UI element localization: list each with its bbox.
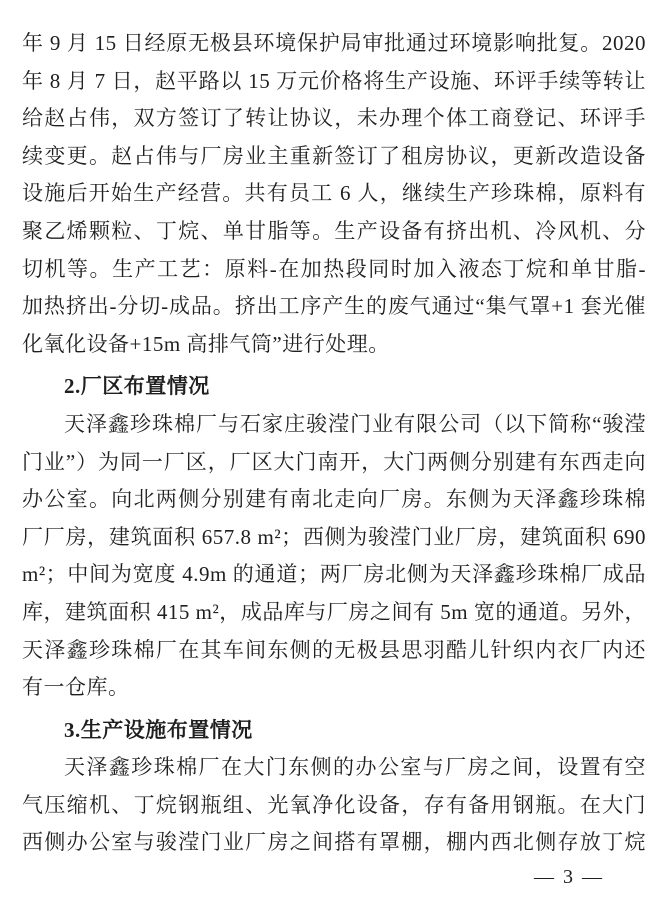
text-line: 天泽鑫珍珠棉厂在其车间东侧的无极县思羽酷儿针织内衣厂内还 xyxy=(22,637,646,662)
page-number: — 3 — xyxy=(534,866,604,889)
text-line: 气压缩机、丁烷钢瓶组、光氧净化设备，存有备用钢瓶。在大门 xyxy=(22,792,646,817)
text-line: 有一仓库。 xyxy=(22,675,130,700)
text-line: 化氧化设备+15m 高排气筒”进行处理。 xyxy=(22,331,390,356)
section-heading-2: 2.厂区布置情况 xyxy=(64,374,210,399)
text-line: 给赵占伟，双方签订了转让协议，未办理个体工商登记、环评手 xyxy=(22,106,646,131)
text-line: 聚乙烯颗粒、丁烷、单甘脂等。生产设备有挤出机、冷风机、分 xyxy=(22,218,646,243)
text-line: 西侧办公室与骏滢门业厂房之间搭有罩棚，棚内西北侧存放丁烷 xyxy=(22,830,646,855)
text-line: 年 8 月 7 日，赵平路以 15 万元价格将生产设施、环评手续等转让 xyxy=(22,68,646,93)
section-heading-3: 3.生产设施布置情况 xyxy=(64,717,253,742)
text-line: 切机等。生产工艺：原料-在加热段同时加入液态丁烷和单甘脂- xyxy=(22,256,646,281)
text-line: 天泽鑫珍珠棉厂与石家庄骏滢门业有限公司（以下简称“骏滢 xyxy=(64,411,646,436)
text-line: 门业”）为同一厂区，厂区大门南开，大门两侧分别建有东西走向 xyxy=(22,449,646,474)
text-line: 设施后开始生产经营。共有员工 6 人，继续生产珍珠棉，原料有 xyxy=(22,181,646,206)
text-line: 库，建筑面积 415 m²，成品库与厂房之间有 5m 宽的通道。另外， xyxy=(22,599,646,624)
text-line: 办公室。向北两侧分别建有南北走向厂房。东侧为天泽鑫珍珠棉 xyxy=(22,487,646,512)
text-line: 年 9 月 15 日经原无极县环境保护局审批通过环境影响批复。2020 xyxy=(22,31,646,55)
text-line: m²；中间为宽度 4.9m 的通道；两厂房北侧为天泽鑫珍珠棉厂成品 xyxy=(22,562,646,587)
text-line: 加热挤出-分切-成品。挤出工序产生的废气通过“集气罩+1 套光催 xyxy=(22,294,646,319)
text-line: 天泽鑫珍珠棉厂在大门东侧的办公室与厂房之间，设置有空 xyxy=(64,755,646,780)
text-line: 续变更。赵占伟与厂房业主重新签订了租房协议，更新改造设备 xyxy=(22,143,646,168)
text-line: 厂厂房，建筑面积 657.8 m²；西侧为骏滢门业厂房，建筑面积 690 xyxy=(22,524,646,549)
